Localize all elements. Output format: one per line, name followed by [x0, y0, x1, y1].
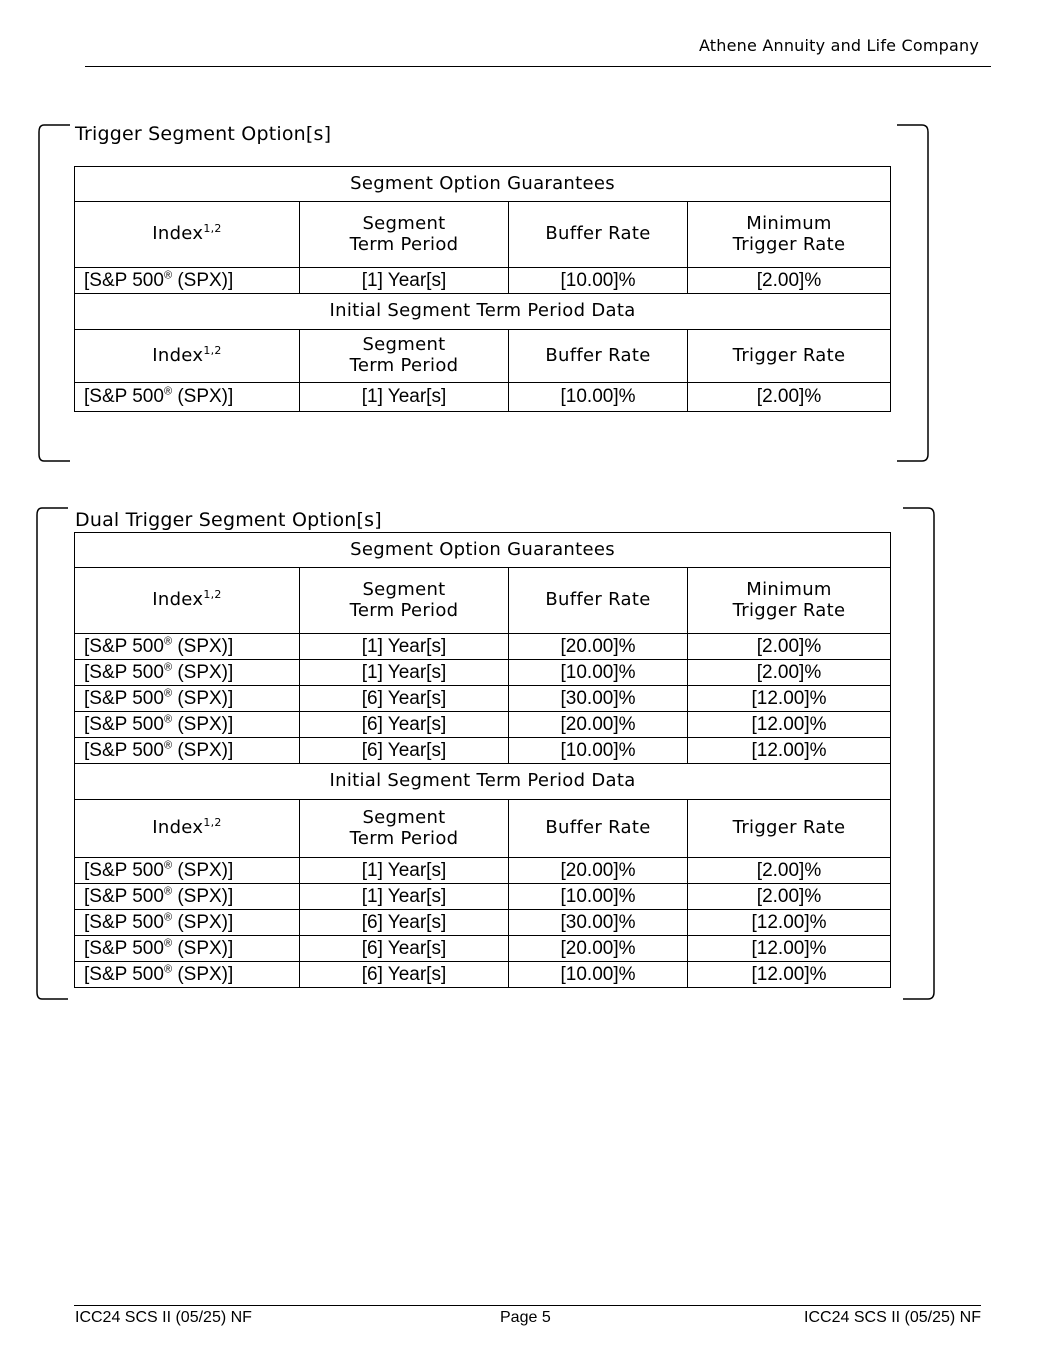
buffer-cell: [20.00]%: [509, 936, 688, 962]
trigger-guarantees-table: [74, 166, 891, 294]
buffer-cell: [10.00]%: [509, 383, 688, 412]
term-cell: [1] Year[s]: [300, 634, 509, 660]
buffer-cell: [20.00]%: [509, 712, 688, 738]
rate-cell: [12.00]%: [688, 712, 891, 738]
trigger-initial-table: [74, 293, 891, 412]
index-cell: [S&P 500® (SPX)]: [75, 686, 300, 712]
table-row: [75, 634, 891, 660]
rate-cell: [12.00]%: [688, 738, 891, 764]
term-cell: [1] Year[s]: [300, 858, 509, 884]
index-cell: [S&P 500® (SPX)]: [75, 660, 300, 686]
term-cell: [6] Year[s]: [300, 686, 509, 712]
table-row: [75, 712, 891, 738]
dual-guarantees-table: [74, 532, 891, 764]
index-cell: [S&P 500® (SPX)]: [75, 858, 300, 884]
index-cell: [S&P 500® (SPX)]: [75, 634, 300, 660]
table-row: [75, 858, 891, 884]
table-row: [75, 268, 891, 294]
table-row: [75, 383, 891, 412]
rate-cell: [2.00]%: [688, 383, 891, 412]
buffer-cell: [10.00]%: [509, 268, 688, 294]
rate-cell: [2.00]%: [688, 268, 891, 294]
buffer-cell: [30.00]%: [509, 910, 688, 936]
header-rule: [85, 66, 991, 67]
column-header-term: Segment Term Period: [300, 568, 509, 634]
company-name: Athene Annuity and Life Company: [698, 36, 979, 55]
term-cell: [6] Year[s]: [300, 712, 509, 738]
table-row: [75, 962, 891, 988]
buffer-cell: [20.00]%: [509, 858, 688, 884]
column-header-term: Segment Term Period: [300, 202, 509, 268]
column-header-rate: Minimum Trigger Rate: [688, 202, 891, 268]
column-header-rate: Trigger Rate: [688, 330, 891, 383]
table-row: [75, 660, 891, 686]
rate-cell: [12.00]%: [688, 910, 891, 936]
table-row: [75, 738, 891, 764]
right-bracket-icon: [893, 122, 933, 466]
footer-rule: [74, 1305, 981, 1306]
table-caption: Segment Option Guarantees: [75, 167, 891, 202]
table-row: [75, 686, 891, 712]
rate-cell: [12.00]%: [688, 936, 891, 962]
buffer-cell: [20.00]%: [509, 634, 688, 660]
column-header-index: Index$^{1,2}$: [75, 800, 300, 858]
right-bracket-icon: [899, 505, 939, 1005]
index-cell: [S&P 500® (SPX)]: [75, 884, 300, 910]
column-header-buffer: Buffer Rate: [509, 202, 688, 268]
table-caption: Segment Option Guarantees: [75, 533, 891, 568]
buffer-cell: [10.00]%: [509, 884, 688, 910]
index-cell: [S&P 500® (SPX)]: [75, 383, 300, 412]
column-header-rate: Trigger Rate: [688, 800, 891, 858]
term-cell: [6] Year[s]: [300, 738, 509, 764]
column-header-index: Index$^{1,2}$: [75, 330, 300, 383]
footer-page-number: Page 5: [500, 1309, 551, 1326]
trigger-section-title: Trigger Segment Option[s]: [75, 123, 332, 145]
column-header-rate: Minimum Trigger Rate: [688, 568, 891, 634]
index-cell: [S&P 500® (SPX)]: [75, 910, 300, 936]
rate-cell: [2.00]%: [688, 660, 891, 686]
term-cell: [1] Year[s]: [300, 383, 509, 412]
column-header-index: Index$^{1,2}$: [75, 568, 300, 634]
left-bracket-icon: [32, 505, 72, 1005]
footer-form-number-right: ICC24 SCS II (05/25) NF: [804, 1309, 981, 1326]
term-cell: [1] Year[s]: [300, 660, 509, 686]
table-row: [75, 936, 891, 962]
buffer-cell: [10.00]%: [509, 962, 688, 988]
term-cell: [1] Year[s]: [300, 884, 509, 910]
term-cell: [1] Year[s]: [300, 268, 509, 294]
column-header-term: Segment Term Period: [300, 800, 509, 858]
buffer-cell: [10.00]%: [509, 660, 688, 686]
table-caption: Initial Segment Term Period Data: [75, 294, 891, 330]
rate-cell: [12.00]%: [688, 686, 891, 712]
table-row: [75, 910, 891, 936]
index-cell: [S&P 500® (SPX)]: [75, 936, 300, 962]
column-header-buffer: Buffer Rate: [509, 330, 688, 383]
dual-initial-table: [74, 763, 891, 988]
column-header-index: Index$^{1,2}$: [75, 202, 300, 268]
left-bracket-icon: [34, 122, 74, 466]
rate-cell: [2.00]%: [688, 634, 891, 660]
buffer-cell: [30.00]%: [509, 686, 688, 712]
term-cell: [6] Year[s]: [300, 936, 509, 962]
index-cell: [S&P 500® (SPX)]: [75, 738, 300, 764]
buffer-cell: [10.00]%: [509, 738, 688, 764]
column-header-buffer: Buffer Rate: [509, 568, 688, 634]
rate-cell: [2.00]%: [688, 884, 891, 910]
index-cell: [S&P 500® (SPX)]: [75, 962, 300, 988]
table-caption: Initial Segment Term Period Data: [75, 764, 891, 800]
table-row: [75, 884, 891, 910]
dual-trigger-section-title: Dual Trigger Segment Option[s]: [75, 509, 382, 531]
index-cell: [S&P 500® (SPX)]: [75, 712, 300, 738]
term-cell: [6] Year[s]: [300, 962, 509, 988]
rate-cell: [2.00]%: [688, 858, 891, 884]
index-cell: [S&P 500® (SPX)]: [75, 268, 300, 294]
footer-form-number-left: ICC24 SCS II (05/25) NF: [75, 1309, 252, 1326]
column-header-buffer: Buffer Rate: [509, 800, 688, 858]
column-header-term: Segment Term Period: [300, 330, 509, 383]
term-cell: [6] Year[s]: [300, 910, 509, 936]
rate-cell: [12.00]%: [688, 962, 891, 988]
